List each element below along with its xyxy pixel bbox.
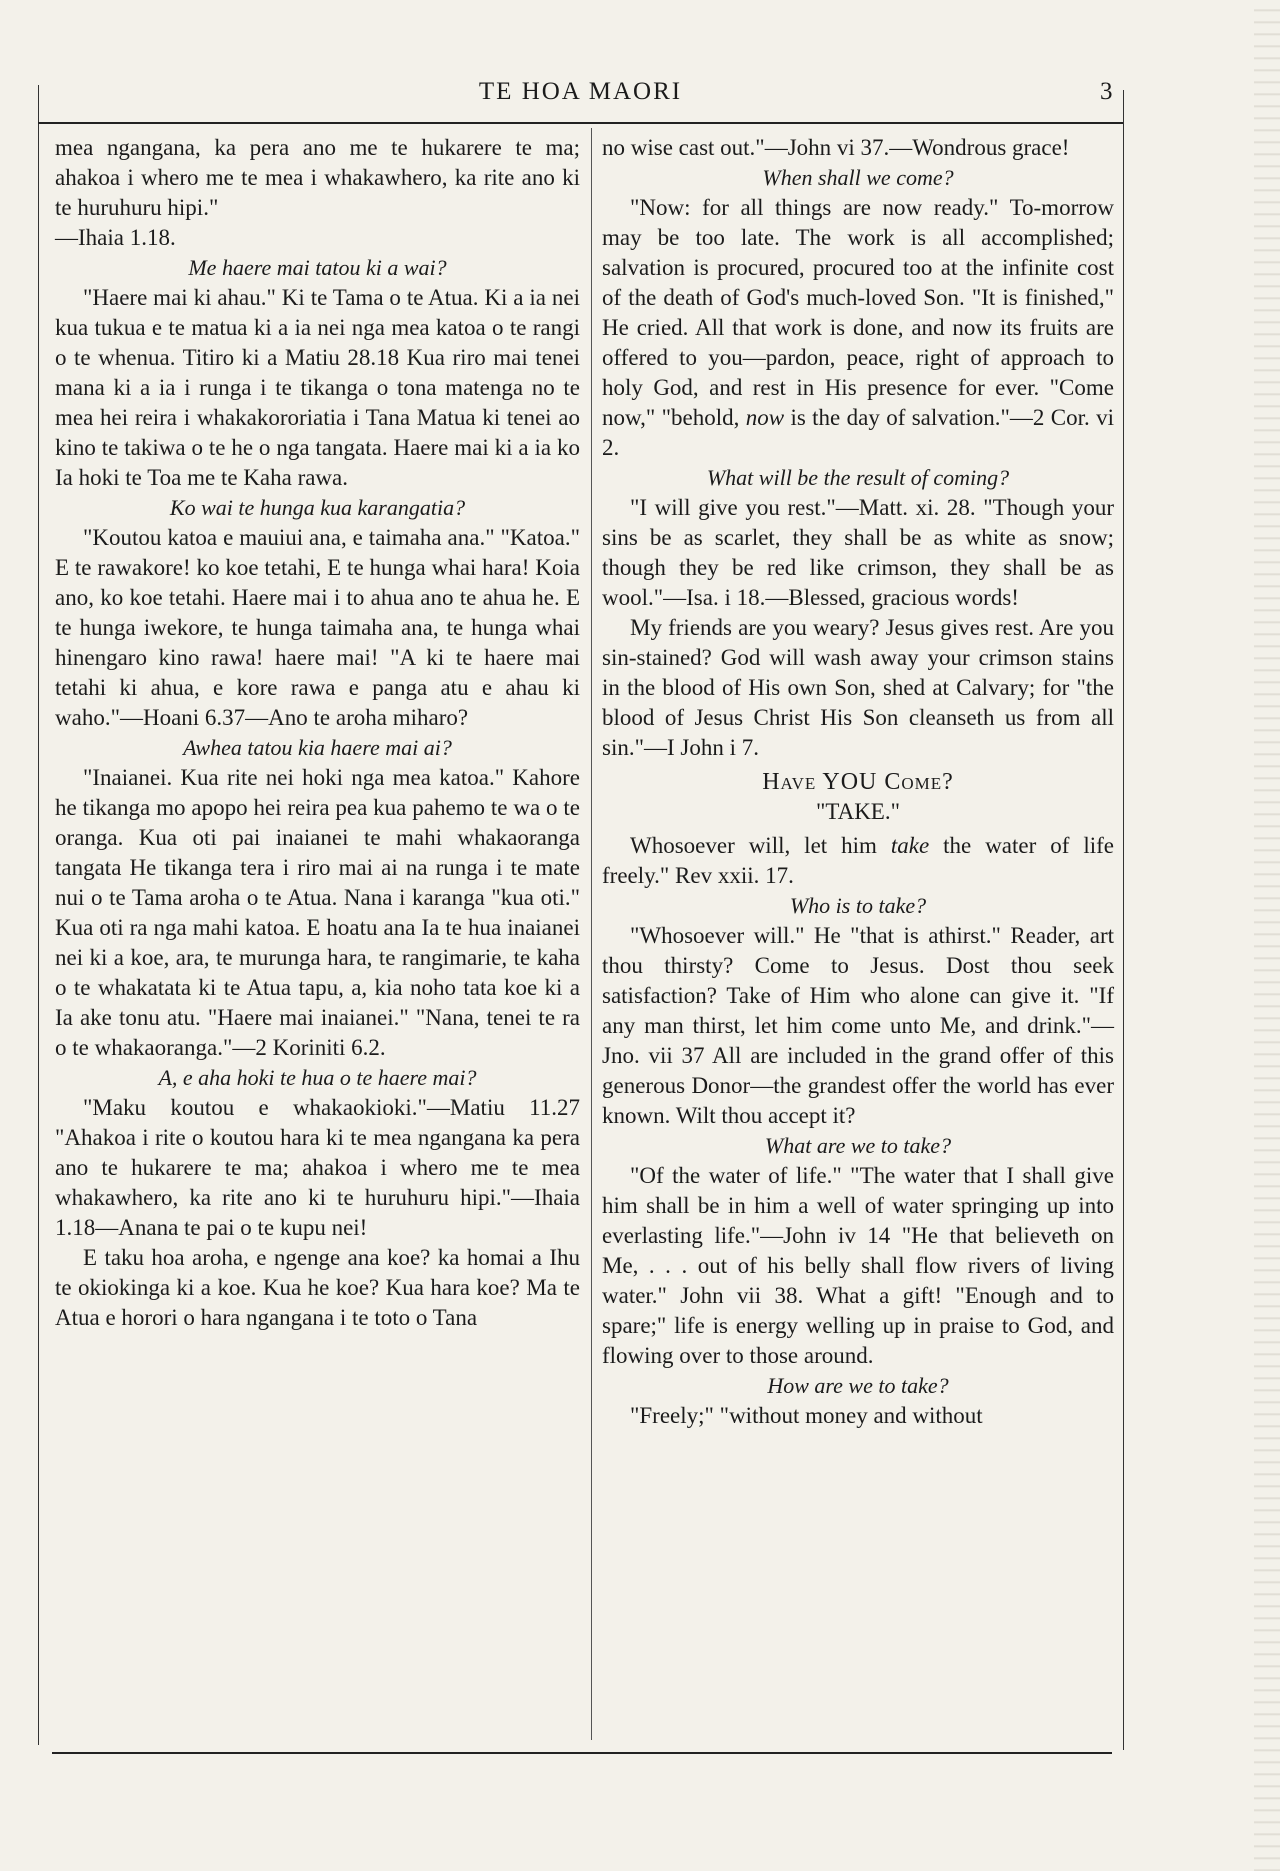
left-reference-1: —Ihaia 1.18. — [55, 225, 176, 250]
left-paragraph-3: "Koutou katoa e mauiui ana, e taimaha ana." "Katoa." E te rawakore! ko koe tetahi, E te hunga whai hara! Koia ano, ko koe tetahi. Haere mai i to ahua ano te ahua he. E te hunga iwekore, te hunga taimaha ana, te hunga whai hinengaro kino rawa! haere mai! "A ki te haere mai tetahi ki ahua, e kore rawa e panga atu e ahau ki waho."—Hoani 6.37—Ano te aroha miharo? — [55, 525, 580, 730]
section-title-have-you-come: Have YOU Come? — [762, 769, 954, 795]
left-column — [55, 133, 580, 1333]
left-paragraph-4: "Inaianei. Kua rite nei hoki nga mea katoa." Kahore he tikanga mo apopo hei reira pea kua pahemo te wa o te oranga. Kua oti pai inaianei te mahi whakaoranga tangata He tikanga tera i riro mai ai na runga i te mate nui o te Tama aroha o te Atua. Nana i karanga "kua oti." Kua oti ra nga mahi katoa. E hoatu ana Ia te hua inaianei nei ki a koe, ara, te murunga hara, te rangimarie, te kaha o te whakatata ki te Atua tapu, a, kia noho tata koe ki a Ia ake tonu atu. "Haere mai inaianei." "Nana, tenei te ra o te whakaoranga."—2 Koriniti 6.2. — [55, 765, 580, 1060]
right-subheading-3: Who is to take? — [789, 893, 927, 918]
left-paragraph-5: "Maku koutou e whakaokioki."—Matiu 11.27 "Ahakoa i rite o koutou hara ki te mea ngangana ka pera ano te hukarere te ma; ahakoa i whero me te mea whakawhero, ka rite ano ki te huruhuru hipi."—Ihaia 1.18—Anana te pai o te kupu nei! — [55, 1095, 580, 1240]
right-paragraph-2-emphasis: now — [745, 405, 785, 430]
right-subheading-4: What are we to take? — [764, 1133, 952, 1158]
footer-rule — [52, 1752, 1112, 1754]
right-subheading-5: How are we to take? — [767, 1373, 949, 1398]
left-subheading-4: A, e aha hoki te hua o te haere mai? — [158, 1065, 477, 1090]
header-rule — [38, 122, 1123, 124]
right-paragraph-6: "Whosoever will." He "that is athirst." Reader, art thou thirsty? Come to Jesus. Dost thou seek satisfaction? Take of Him who alone can give it. "If any man thirst, let him come unto Me, and drink."—Jno. vii 37 All are included in the grand offer of this generous Donor—the grandest offer the world has ever known. Wilt thou accept it? — [602, 923, 1114, 1128]
right-paragraph-5-emphasis: take — [890, 833, 930, 858]
left-paragraph-6: E taku hoa aroha, e ngenge ana koe? ka homai a Ihu te okiokinga ki a koe. Kua he koe? Kua hara koe? Ma te Atua e horori o hara ngangana i te toto o Tana — [55, 1245, 580, 1330]
right-column — [602, 133, 1114, 1431]
left-paragraph-1: mea ngangana, ka pera ano me te hukarere te ma; ahakoa i whero me te mea i whakawhero, ka rite ano ki te huruhuru hipi." — [55, 135, 580, 220]
right-paragraph-4: My friends are you weary? Jesus gives rest. Are you sin-stained? God will wash away your crimson stains in the blood of His own Son, shed at Calvary; for "the blood of Jesus Christ His Son cleanseth us from all sin."—I John i 7. — [602, 615, 1114, 760]
right-paragraph-3: "I will give you rest."—Matt. xi. 28. "Though your sins be as scarlet, they shall be as white as snow; though they be red like crimson, they shall be as wool."—Isa. i 18.—Blessed, gracious words! — [602, 495, 1114, 610]
right-paragraph-5 — [602, 831, 1114, 891]
right-subheading-1: When shall we come? — [762, 165, 954, 190]
right-subheading-2: What will be the result of coming? — [706, 465, 1010, 490]
right-paragraph-2-text-b: is the day of salvation."—2 Cor. vi 2. — [602, 405, 1114, 460]
right-paragraph-5-text-b: the water of life freely." Rev xxii. 17. — [602, 833, 1114, 888]
page-title: TE HOA MAORI — [478, 78, 683, 105]
right-paragraph-8: "Freely;" "without money and without — [630, 1403, 983, 1428]
page-number: 3 — [1100, 78, 1113, 105]
right-paragraph-2 — [602, 193, 1114, 463]
column-divider — [591, 128, 592, 1740]
right-paragraph-2-text-a: "Now: for all things are now ready." To-morrow may be too late. The work is all accomplished; salvation is procured, procured too at the infinite cost of the death of God's much-loved Son. "It is finished," He cried. All that work is done, and now its fruits are offered to you—pardon, peace, right of approach to holy God, and rest in His presence for ever. "Come now," "behold, — [602, 195, 1114, 430]
left-subheading-1: Me haere mai tatou ki a wai? — [188, 255, 447, 280]
right-paragraph-5-text-a: Whosoever will, let him — [630, 833, 891, 858]
take-heading: "TAKE." — [815, 799, 900, 824]
left-subheading-3: Awhea tatou kia haere mai ai? — [183, 735, 452, 760]
page-frame-left — [38, 85, 39, 1745]
right-paragraph-7: "Of the water of life." "The water that I shall give him shall be in him a well of water springing up into everlasting life."—John iv 14 "He that believeth on Me, . . . out of his belly shall flow rivers of living water." John vii 38. What a gift! "Enough and to spare;" life is energy welling up in praise to God, and flowing over to those around. — [602, 1163, 1114, 1368]
left-subheading-2: Ko wai te hunga kua karangatia? — [169, 495, 466, 520]
page-frame-right — [1123, 90, 1124, 1750]
scan-edge-texture — [1254, 0, 1280, 1871]
right-paragraph-1: no wise cast out."—John vi 37.—Wondrous grace! — [602, 135, 1070, 160]
left-paragraph-2: "Haere mai ki ahau." Ki te Tama o te Atua. Ki a ia nei kua tukua e te matua ki a ia nei nga mea katoa o te rangi o te whenua. Titiro ki a Matiu 28.18 Kua riro mai tenei mana ki a ia i runga i te tikanga o tona matenga no te mea hei reira i whakakororiatia i Tana Matua ki tenei ao kino te takiwa o te he o nga tangata. Haere mai ki a ia ko Ia hoki te Toa me te Kaha rawa. — [55, 285, 580, 490]
